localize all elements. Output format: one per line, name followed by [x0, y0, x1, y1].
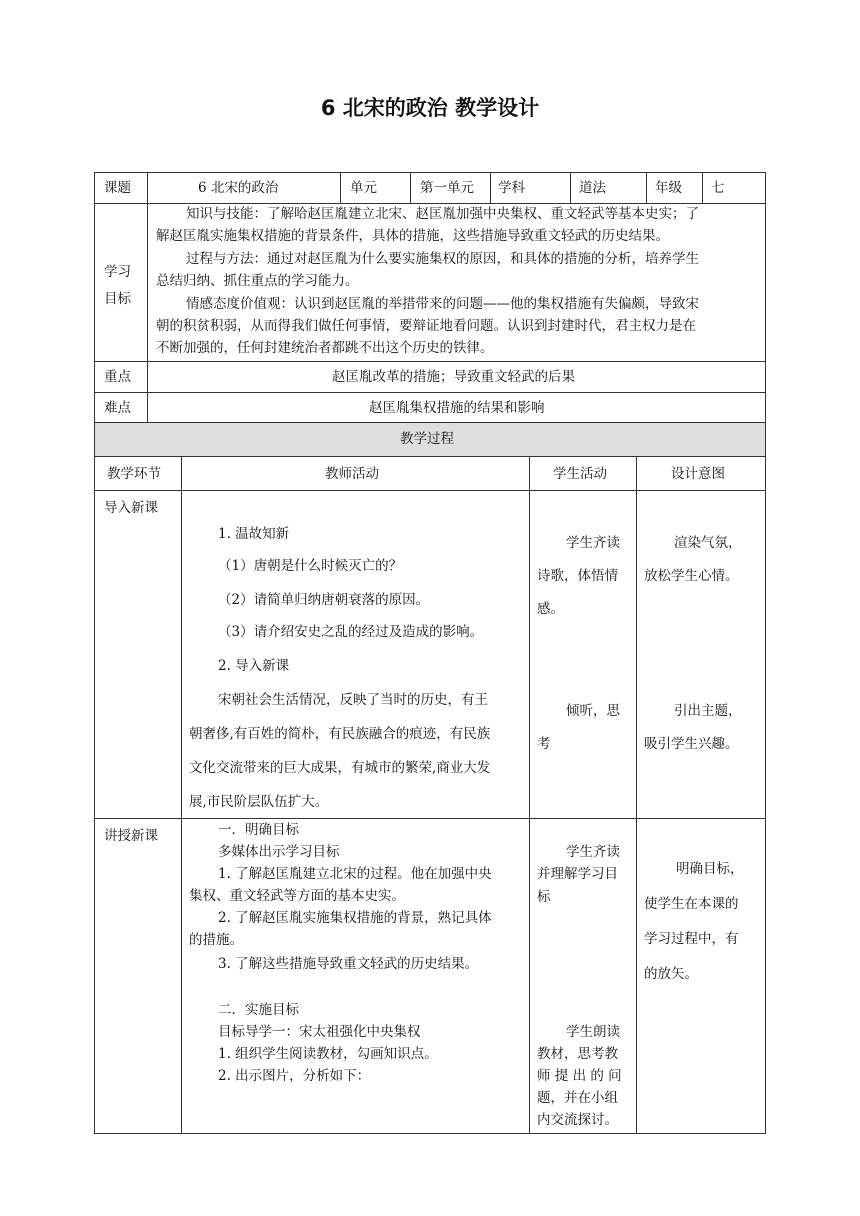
- column-header-student: 学生活动: [553, 466, 607, 482]
- teach-student-line: 教材，思考教: [537, 1046, 618, 1062]
- objective-emotion-line3: 不断加强的，任何封建统治者都跳不出这个历史的铁律。: [156, 340, 494, 356]
- teach-student-line: 并理解学习目: [537, 866, 618, 882]
- intro-teacher-line: （1）唐朝是什么时候灭亡的？: [218, 558, 403, 574]
- teach-student-line: 师 提 出 的 问: [537, 1068, 622, 1084]
- stage-intro: 导入新课: [104, 500, 158, 516]
- teach-intent-line: 学习过程中，有: [644, 931, 739, 947]
- teach-teacher-line: 1. 组织学生阅读教材，勾画知识点。: [218, 1046, 438, 1062]
- intro-teacher-line: （3）请介绍安史之乱的经过及造成的影响。: [218, 624, 484, 640]
- teach-teacher-line: 目标导学一：宋太祖强化中央集权: [218, 1024, 421, 1040]
- column-header-stage: 教学环节: [107, 466, 161, 482]
- teach-teacher-line: 2. 出示图片，分析如下：: [218, 1068, 371, 1084]
- page-title: 6 北宋的政治 教学设计: [320, 96, 540, 120]
- key-point-label: 重点: [104, 369, 131, 385]
- process-heading: 教学过程: [400, 431, 454, 447]
- unit-value: 第一单元: [420, 180, 474, 196]
- teach-teacher-line: 3. 了解这些措施导致重文轻武的历史结果。: [218, 956, 479, 972]
- lesson-label: 课题: [104, 180, 131, 196]
- teach-student-line: 学生齐读: [566, 844, 620, 860]
- intro-teacher-line: （2）请简单归纳唐朝衰落的原因。: [218, 592, 430, 608]
- intro-student-line: 考: [537, 736, 551, 752]
- grade-value: 七: [711, 180, 725, 196]
- teach-intent-line: 的放矢。: [644, 966, 698, 982]
- objective-emotion-line1: 情感态度价值观：认识到赵匡胤的举措带来的问题——他的集权措施有失偏颇，导致宋: [186, 296, 699, 312]
- stage-teach: 讲授新课: [104, 828, 158, 844]
- objective-process-line2: 总结归纳、抓住重点的学习能力。: [156, 273, 359, 289]
- unit-label: 单元: [350, 180, 377, 196]
- key-point-value: 赵匡胤改革的措施；导致重文轻武的后果: [332, 369, 575, 385]
- intro-student-line: 诗歌，体悟情: [537, 568, 618, 584]
- intro-teacher-line: 1. 温故知新: [218, 526, 290, 542]
- subject-value: 道法: [579, 180, 606, 196]
- teach-teacher-line: 二．实施目标: [218, 1002, 299, 1018]
- objective-knowledge-line1: 知识与技能：了解哈赵匡胤建立北宋、赵匡胤加强中央集权、重文轻武等基本史实；了: [186, 206, 699, 222]
- objective-emotion-line2: 朝的积贫积弱，从而得我们做任何事情，要辩证地看问题。认识到封建时代，君主权力是在: [156, 318, 696, 334]
- objective-process-line1: 过程与方法：通过对赵匡胤为什么要实施集权的原因，和具体的措施的分析，培养学生: [186, 251, 699, 267]
- intro-teacher-line: 展,市民阶层队伍扩大。: [189, 794, 329, 810]
- intro-teacher-line: 宋朝社会生活情况，反映了当时的历史，有王: [218, 692, 488, 708]
- intro-student-line: 感。: [537, 601, 564, 617]
- lesson-value: 6 北宋的政治: [198, 180, 279, 196]
- intro-intent-line: 渲染气氛，: [674, 535, 742, 551]
- column-header-teacher: 教师活动: [325, 466, 379, 482]
- teach-teacher-line: 一．明确目标: [218, 822, 299, 838]
- teach-teacher-line: 1. 了解赵匡胤建立北宋的过程。他在加强中央: [218, 866, 492, 882]
- teach-student-line: 标: [537, 889, 551, 905]
- intro-teacher-line: 2. 导入新课: [218, 658, 290, 674]
- intro-teacher-line: 朝奢侈,有百姓的简朴，有民族融合的痕迹，有民族: [189, 726, 491, 742]
- teach-student-line: 学生朗读: [566, 1024, 620, 1040]
- objectives-label-line2: 目标: [104, 291, 131, 307]
- intro-intent-line: 放松学生心情。: [644, 568, 739, 584]
- teach-intent-line: 使学生在本课的: [644, 896, 739, 912]
- grade-label: 年级: [655, 180, 682, 196]
- intro-intent-line: 引出主题，: [674, 703, 742, 719]
- subject-label: 学科: [498, 180, 525, 196]
- teach-teacher-line: 2. 了解赵匡胤实施集权措施的背景，熟记具体: [218, 910, 492, 926]
- intro-student-line: 倾听，思: [566, 703, 620, 719]
- difficulty-label: 难点: [104, 400, 131, 416]
- intro-student-line: 学生齐读: [566, 535, 620, 551]
- teach-teacher-line: 集权、重文轻武等方面的基本史实。: [189, 888, 405, 904]
- difficulty-value: 赵匡胤集权措施的结果和影响: [369, 400, 545, 416]
- lesson-table: [94, 172, 766, 1134]
- column-header-intent: 设计意图: [671, 466, 725, 482]
- teach-student-line: 题，并在小组: [537, 1090, 618, 1106]
- teach-intent-line: 明确目标，: [676, 861, 744, 877]
- objective-knowledge-line2: 解赵匡胤实施集权措施的背景条件，具体的措施，这些措施导致重文轻武的历史结果。: [156, 228, 669, 244]
- objectives-label-line1: 学习: [104, 264, 131, 280]
- teach-teacher-line: 多媒体出示学习目标: [218, 844, 340, 860]
- teach-teacher-line: 的措施。: [189, 932, 243, 948]
- intro-teacher-line: 文化交流带来的巨大成果，有城市的繁荣,商业大发: [189, 760, 491, 776]
- intro-intent-line: 吸引学生兴趣。: [644, 736, 739, 752]
- teach-student-line: 内交流探讨。: [537, 1112, 618, 1128]
